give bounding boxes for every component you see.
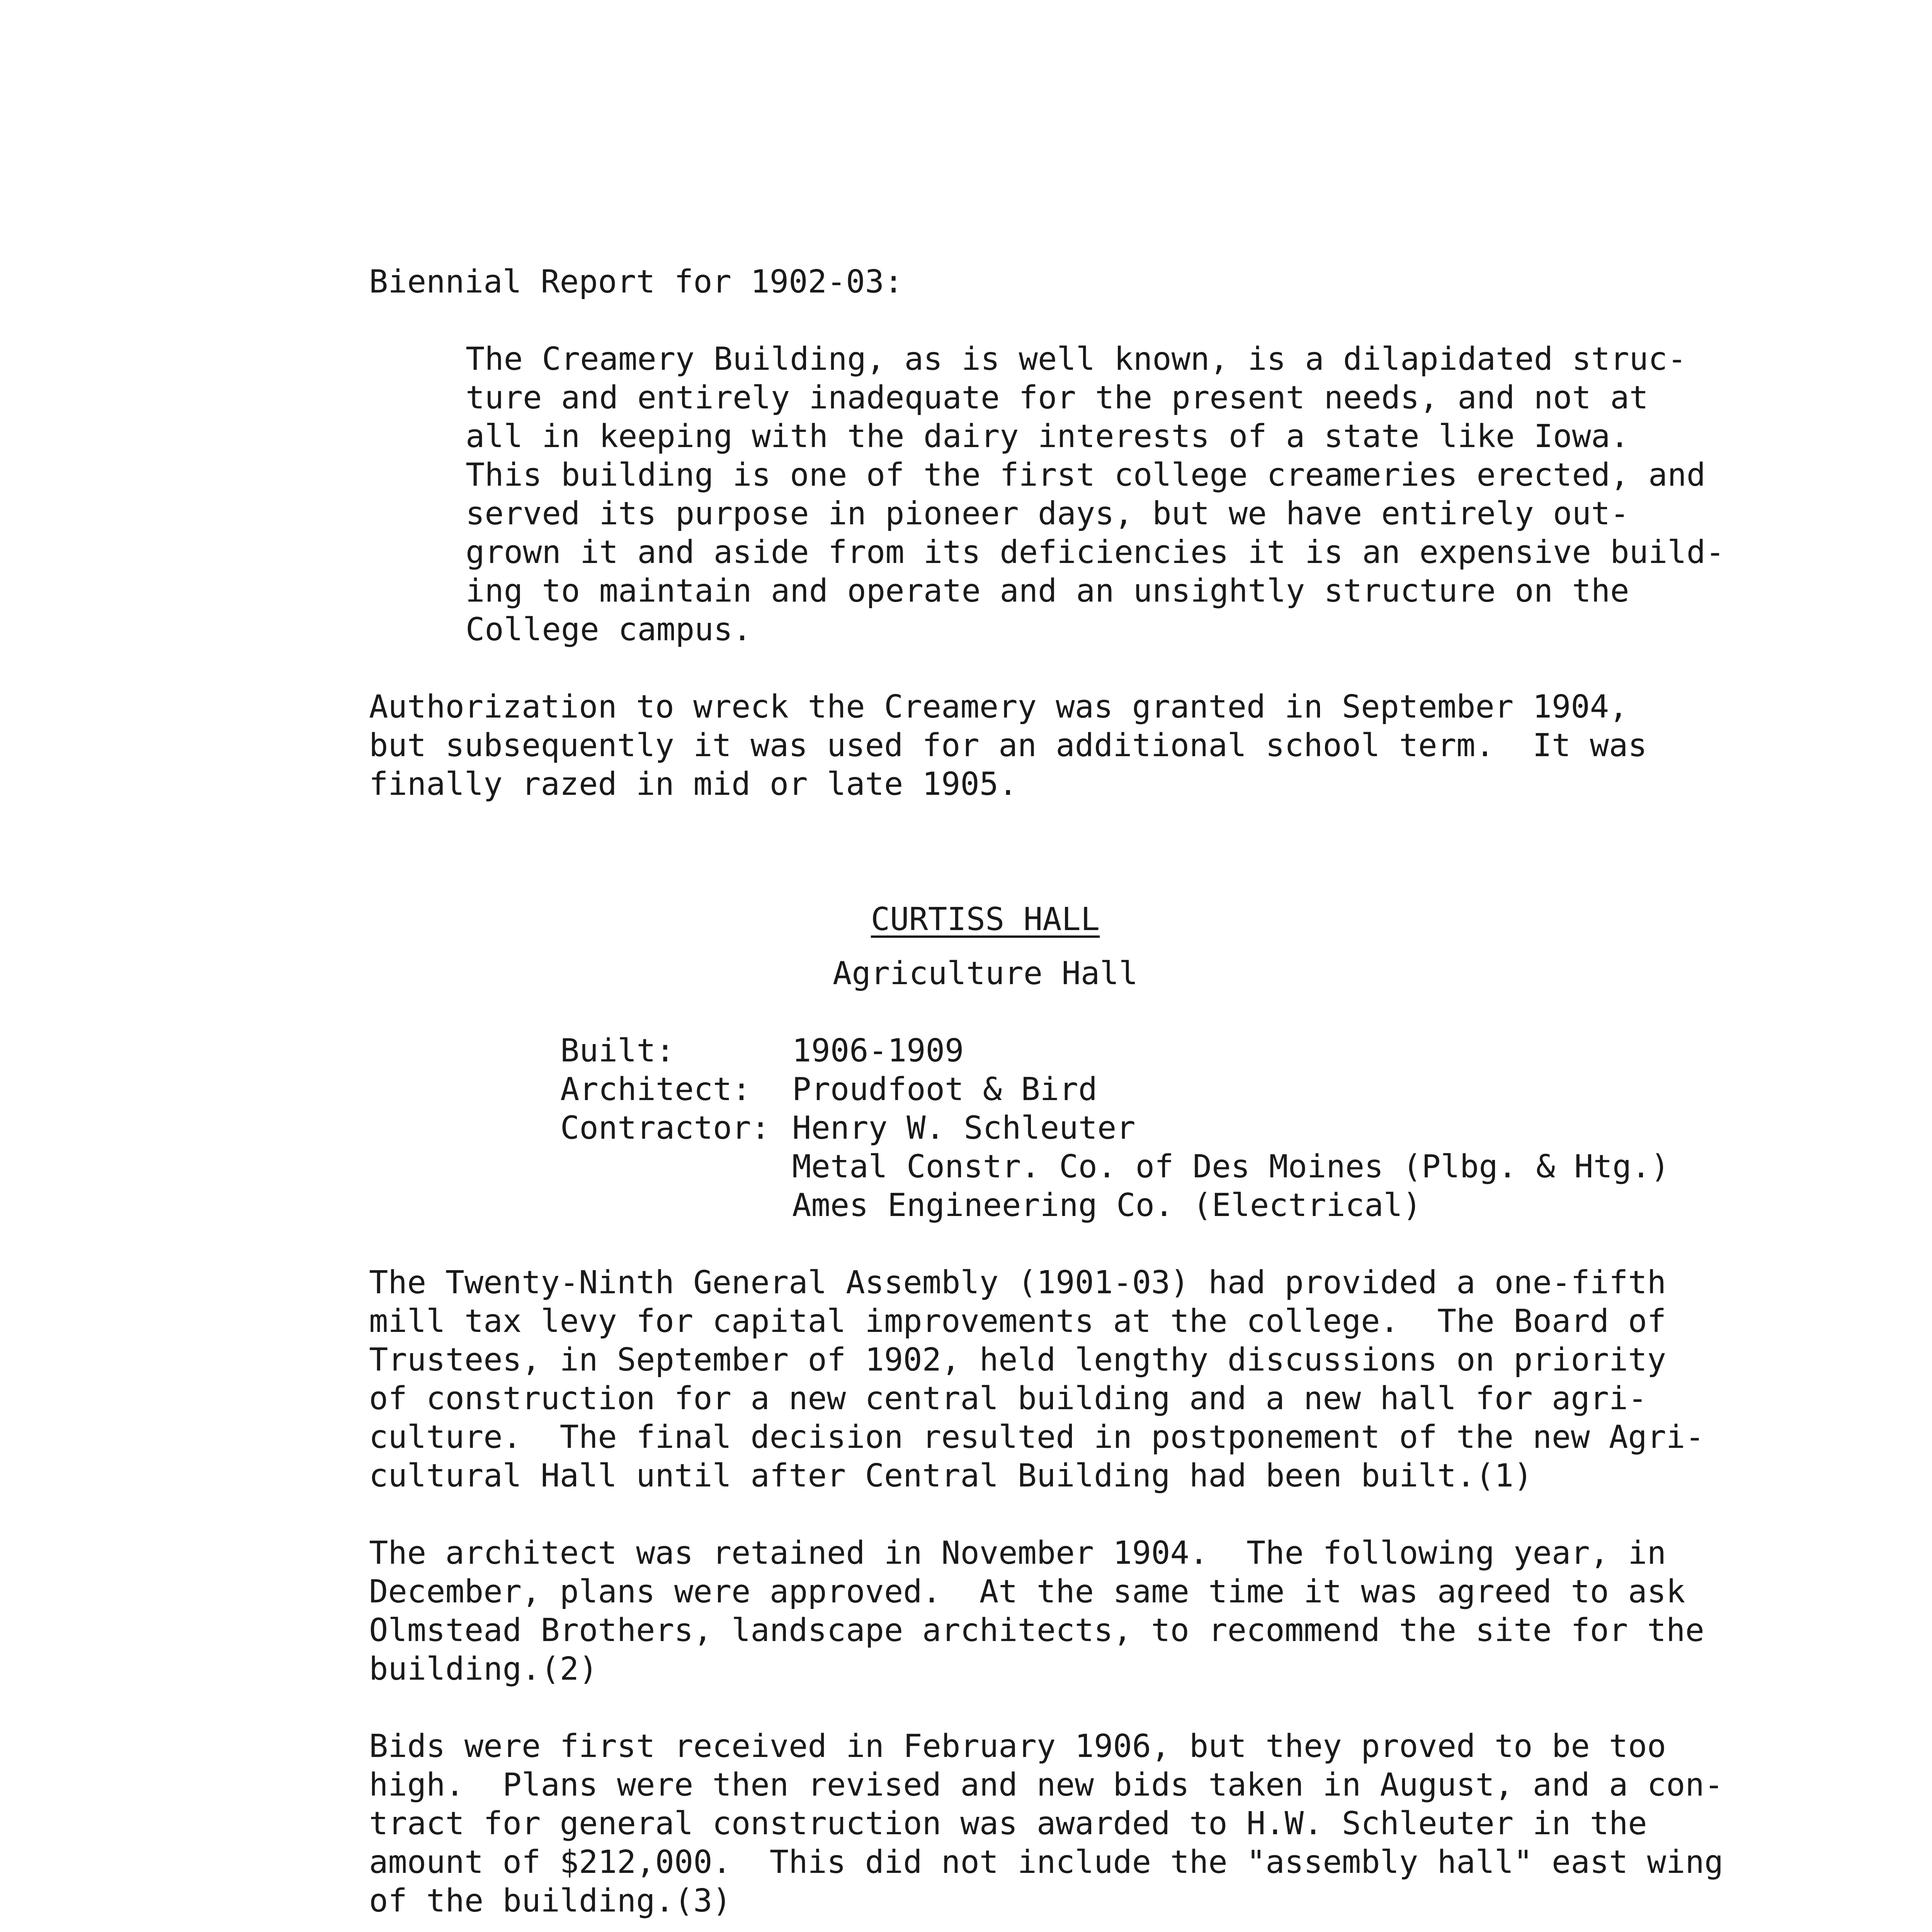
architect-value: Proudfoot & Bird — [792, 1071, 1097, 1108]
quote-line: ture and entirely inadequate for the present needs, and not at — [466, 379, 1648, 416]
paragraph-line: building.(2) — [369, 1651, 598, 1687]
report-heading: Biennial Report for 1902-03: — [369, 264, 903, 300]
paragraph-architect — [369, 1534, 1704, 1689]
paragraph-line: Trustees, in September of 1902, held lengthy discussions on priority — [369, 1342, 1667, 1378]
section-subtitle: Agriculture Hall — [833, 955, 1138, 992]
paragraph-line: of the building.(3) — [369, 1883, 731, 1919]
paragraph-line: but subsequently it was used for an additional school term. It was — [369, 727, 1647, 764]
section-title — [0, 900, 1932, 939]
contractor-value: Metal Constr. Co. of Des Moines (Plbg. & Htg.) — [792, 1148, 1670, 1185]
paragraph-line: Bids were first received in February 1906, but they proved to be too — [369, 1728, 1667, 1765]
paragraph-line: tract for general construction was awarded to H.W. Schleuter in the — [369, 1805, 1647, 1842]
paragraph-line: Olmstead Brothers, landscape architects, to recommend the site for the — [369, 1612, 1704, 1649]
paragraph-line: The Twenty-Ninth General Assembly (1901-03) had provided a one-fifth — [369, 1264, 1667, 1301]
paragraph-line: The architect was retained in November 1904. The following year, in — [369, 1535, 1667, 1571]
paragraph-bids — [369, 1727, 1723, 1920]
quote-line: College campus. — [466, 611, 752, 648]
contractor-value: Henry W. Schleuter — [792, 1110, 1136, 1146]
paragraph-line: high. Plans were then revised and new bids taken in August, and a con- — [369, 1767, 1724, 1803]
report-quote — [466, 340, 1725, 649]
paragraph-line: finally razed in mid or late 1905. — [369, 766, 1018, 803]
paragraph-line: Authorization to wreck the Creamery was granted in September 1904, — [369, 689, 1628, 725]
paragraph-creamery-razed — [369, 688, 1647, 804]
paragraph-general-assembly — [369, 1264, 1704, 1495]
quote-line: This building is one of the first college creameries erected, and — [466, 457, 1706, 493]
facts-labels — [560, 1032, 770, 1148]
contractor-value: Ames Engineering Co. (Electrical) — [792, 1187, 1422, 1224]
paragraph-line: mill tax levy for capital improvements at the college. The Board of — [369, 1303, 1667, 1340]
built-value: 1906-1909 — [792, 1032, 964, 1069]
paragraph-line: cultural Hall until after Central Building had been built.(1) — [369, 1458, 1533, 1494]
paragraph-line: December, plans were approved. At the same time it was agreed to ask — [369, 1573, 1685, 1610]
quote-line: ing to maintain and operate and an unsightly structure on the — [466, 573, 1629, 609]
paragraph-line: culture. The final decision resulted in postponement of the new Agri- — [369, 1419, 1704, 1456]
built-label: Built: — [560, 1032, 675, 1069]
quote-line: The Creamery Building, as is well known, is a dilapidated struc- — [466, 341, 1687, 378]
quote-line: served its purpose in pioneer days, but we have entirely out- — [466, 495, 1629, 532]
paragraph-line: amount of $212,000. This did not include the "assembly hall" east wing — [369, 1844, 1724, 1881]
quote-line: all in keeping with the dairy interests of a state like Iowa. — [466, 418, 1629, 455]
contractor-label: Contractor: — [560, 1110, 770, 1146]
paragraph-line: of construction for a new central building and a new hall for agri- — [369, 1380, 1647, 1417]
architect-label: Architect: — [560, 1071, 751, 1108]
facts-values — [792, 1032, 1670, 1225]
quote-line: grown it and aside from its deficiencies it is an expensive build- — [466, 534, 1725, 571]
section-title-text: CURTISS HALL — [871, 901, 1100, 938]
